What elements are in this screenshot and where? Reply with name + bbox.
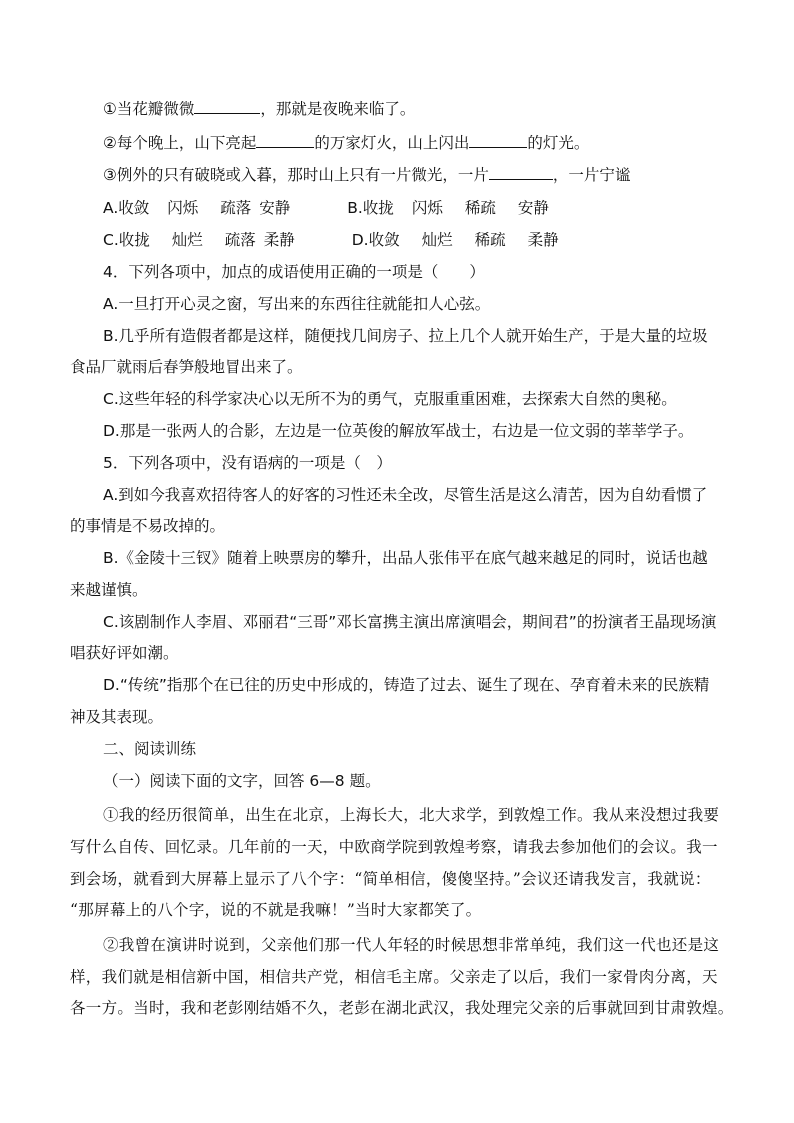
q4-option-c[interactable]: C.这些年轻的科学家决心以无所不为的勇气，克服重重困难，去探索大自然的奥秘。	[103, 390, 677, 408]
q5-option-d-line1[interactable]: D.“传统”指那个在已往的历史中形成的，铸造了过去、诞生了现在、孕育着未来的民族精	[103, 676, 710, 694]
fill-blank[interactable]	[489, 164, 553, 180]
q4-option-b-line1[interactable]: B.几乎所有造假者都是这样，随便找几间房子、拉上几个人就开始生产，于是大量的垃圾	[103, 327, 708, 345]
q3-s2-post: 的灯光。	[527, 134, 590, 152]
passage-p1-line3: 到会场，就看到大屏幕上显示了八个字：“简单相信，傻傻坚持。”会议还请我发言，我就说：	[70, 870, 711, 888]
q3-sentence-2	[103, 132, 754, 154]
section-subheading: （一）阅读下面的文字，回答 6—8 题。	[103, 772, 381, 790]
section-heading: 二、阅读训练	[103, 740, 197, 758]
q3-options-cd	[103, 229, 754, 251]
q4-option-b-line2: 食品厂就雨后春笋般地冒出来了。	[70, 358, 303, 376]
q3-s3-post: ，一片宁谧	[552, 166, 631, 184]
q4-stem: 4．下列各项中，加点的成语使用正确的一项是（ ）	[103, 263, 485, 281]
passage-p2-line3: 各一方。当时，我和老彭刚结婚不久，老彭在湖北武汉，我处理完父亲的后事就回到甘肃敦煌。	[70, 999, 734, 1017]
passage-p1-line1: ①我的经历很简单，出生在北京，上海长大，北大求学，到敦煌工作。我从来没想过我要	[103, 806, 720, 824]
q4-option-d[interactable]: D.那是一张两人的合影，左边是一位英俊的解放军战士，右边是一位文弱的莘莘学子。	[103, 422, 694, 440]
q3-s2-mid: 的万家灯火，山上闪出	[314, 134, 470, 152]
fill-blank[interactable]	[194, 98, 260, 114]
fill-blank[interactable]	[256, 132, 314, 148]
q5-option-a-line2: 的事情是不易改掉的。	[70, 517, 226, 535]
q5-option-a-line1[interactable]: A.到如今我喜欢招待客人的好客的习性还未全改，尽管生活是这么清苦，因为自幼看惯了	[103, 486, 708, 504]
q3-options-ab	[103, 197, 754, 219]
passage-p1-line2: 写什么自传、回忆录。几年前的一天，中欧商学院到敦煌考察，请我去参加他们的会议。我一	[70, 838, 718, 856]
option-b[interactable]: B.收拢 闪烁 稀疏 安静	[347, 199, 549, 217]
q4-option-a[interactable]: A.一旦打开心灵之窗，写出来的东西往往就能扣人心弦。	[103, 295, 491, 313]
q5-option-b-line2: 来越谨慎。	[70, 581, 148, 599]
q3-s2-pre: ②每个晚上，山下亮起	[103, 134, 257, 152]
q5-option-c-line2: 唱获好评如潮。	[70, 644, 179, 662]
q3-sentence-1	[103, 98, 754, 120]
option-a[interactable]: A.收敛 闪烁 疏落 安静	[103, 199, 291, 217]
passage-p2-line1: ②我曾在演讲时说到，父亲他们那一代人年轻的时候思想非常单纯，我们这一代也还是这	[103, 936, 720, 954]
option-c[interactable]: C.收拢 灿烂 疏落 柔静	[103, 231, 295, 249]
q3-s1-post: ，那就是夜晚来临了。	[260, 100, 416, 118]
fill-blank[interactable]	[469, 132, 527, 148]
passage-p2-line2: 样，我们就是相信新中国，相信共产党，相信毛主席。父亲走了以后，我们一家骨肉分离，天	[70, 968, 718, 986]
q5-option-b-line1[interactable]: B.《金陵十三钗》随着上映票房的攀升，出品人张伟平在底气越来越足的同时，说话也越	[103, 549, 708, 567]
option-d[interactable]: D.收敛 灿烂 稀疏 柔静	[351, 231, 559, 249]
q3-s3-pre: ③例外的只有破晓或入暮，那时山上只有一片微光，一片	[103, 166, 489, 184]
q5-stem: 5．下列各项中，没有语病的一项是（ ）	[103, 454, 392, 472]
q5-option-c-line1[interactable]: C.该剧制作人李眉、邓丽君“三哥”邓长富携主演出席演唱会，期间君”的扮演者王晶现场演	[103, 613, 717, 631]
q3-s1-pre: ①当花瓣微微	[103, 100, 195, 118]
passage-p1-line4: “那屏幕上的八个字，说的不就是我嘛！”当时大家都笑了。	[70, 901, 482, 919]
q5-option-d-line2: 神及其表现。	[70, 708, 164, 726]
q3-sentence-3	[103, 164, 754, 186]
